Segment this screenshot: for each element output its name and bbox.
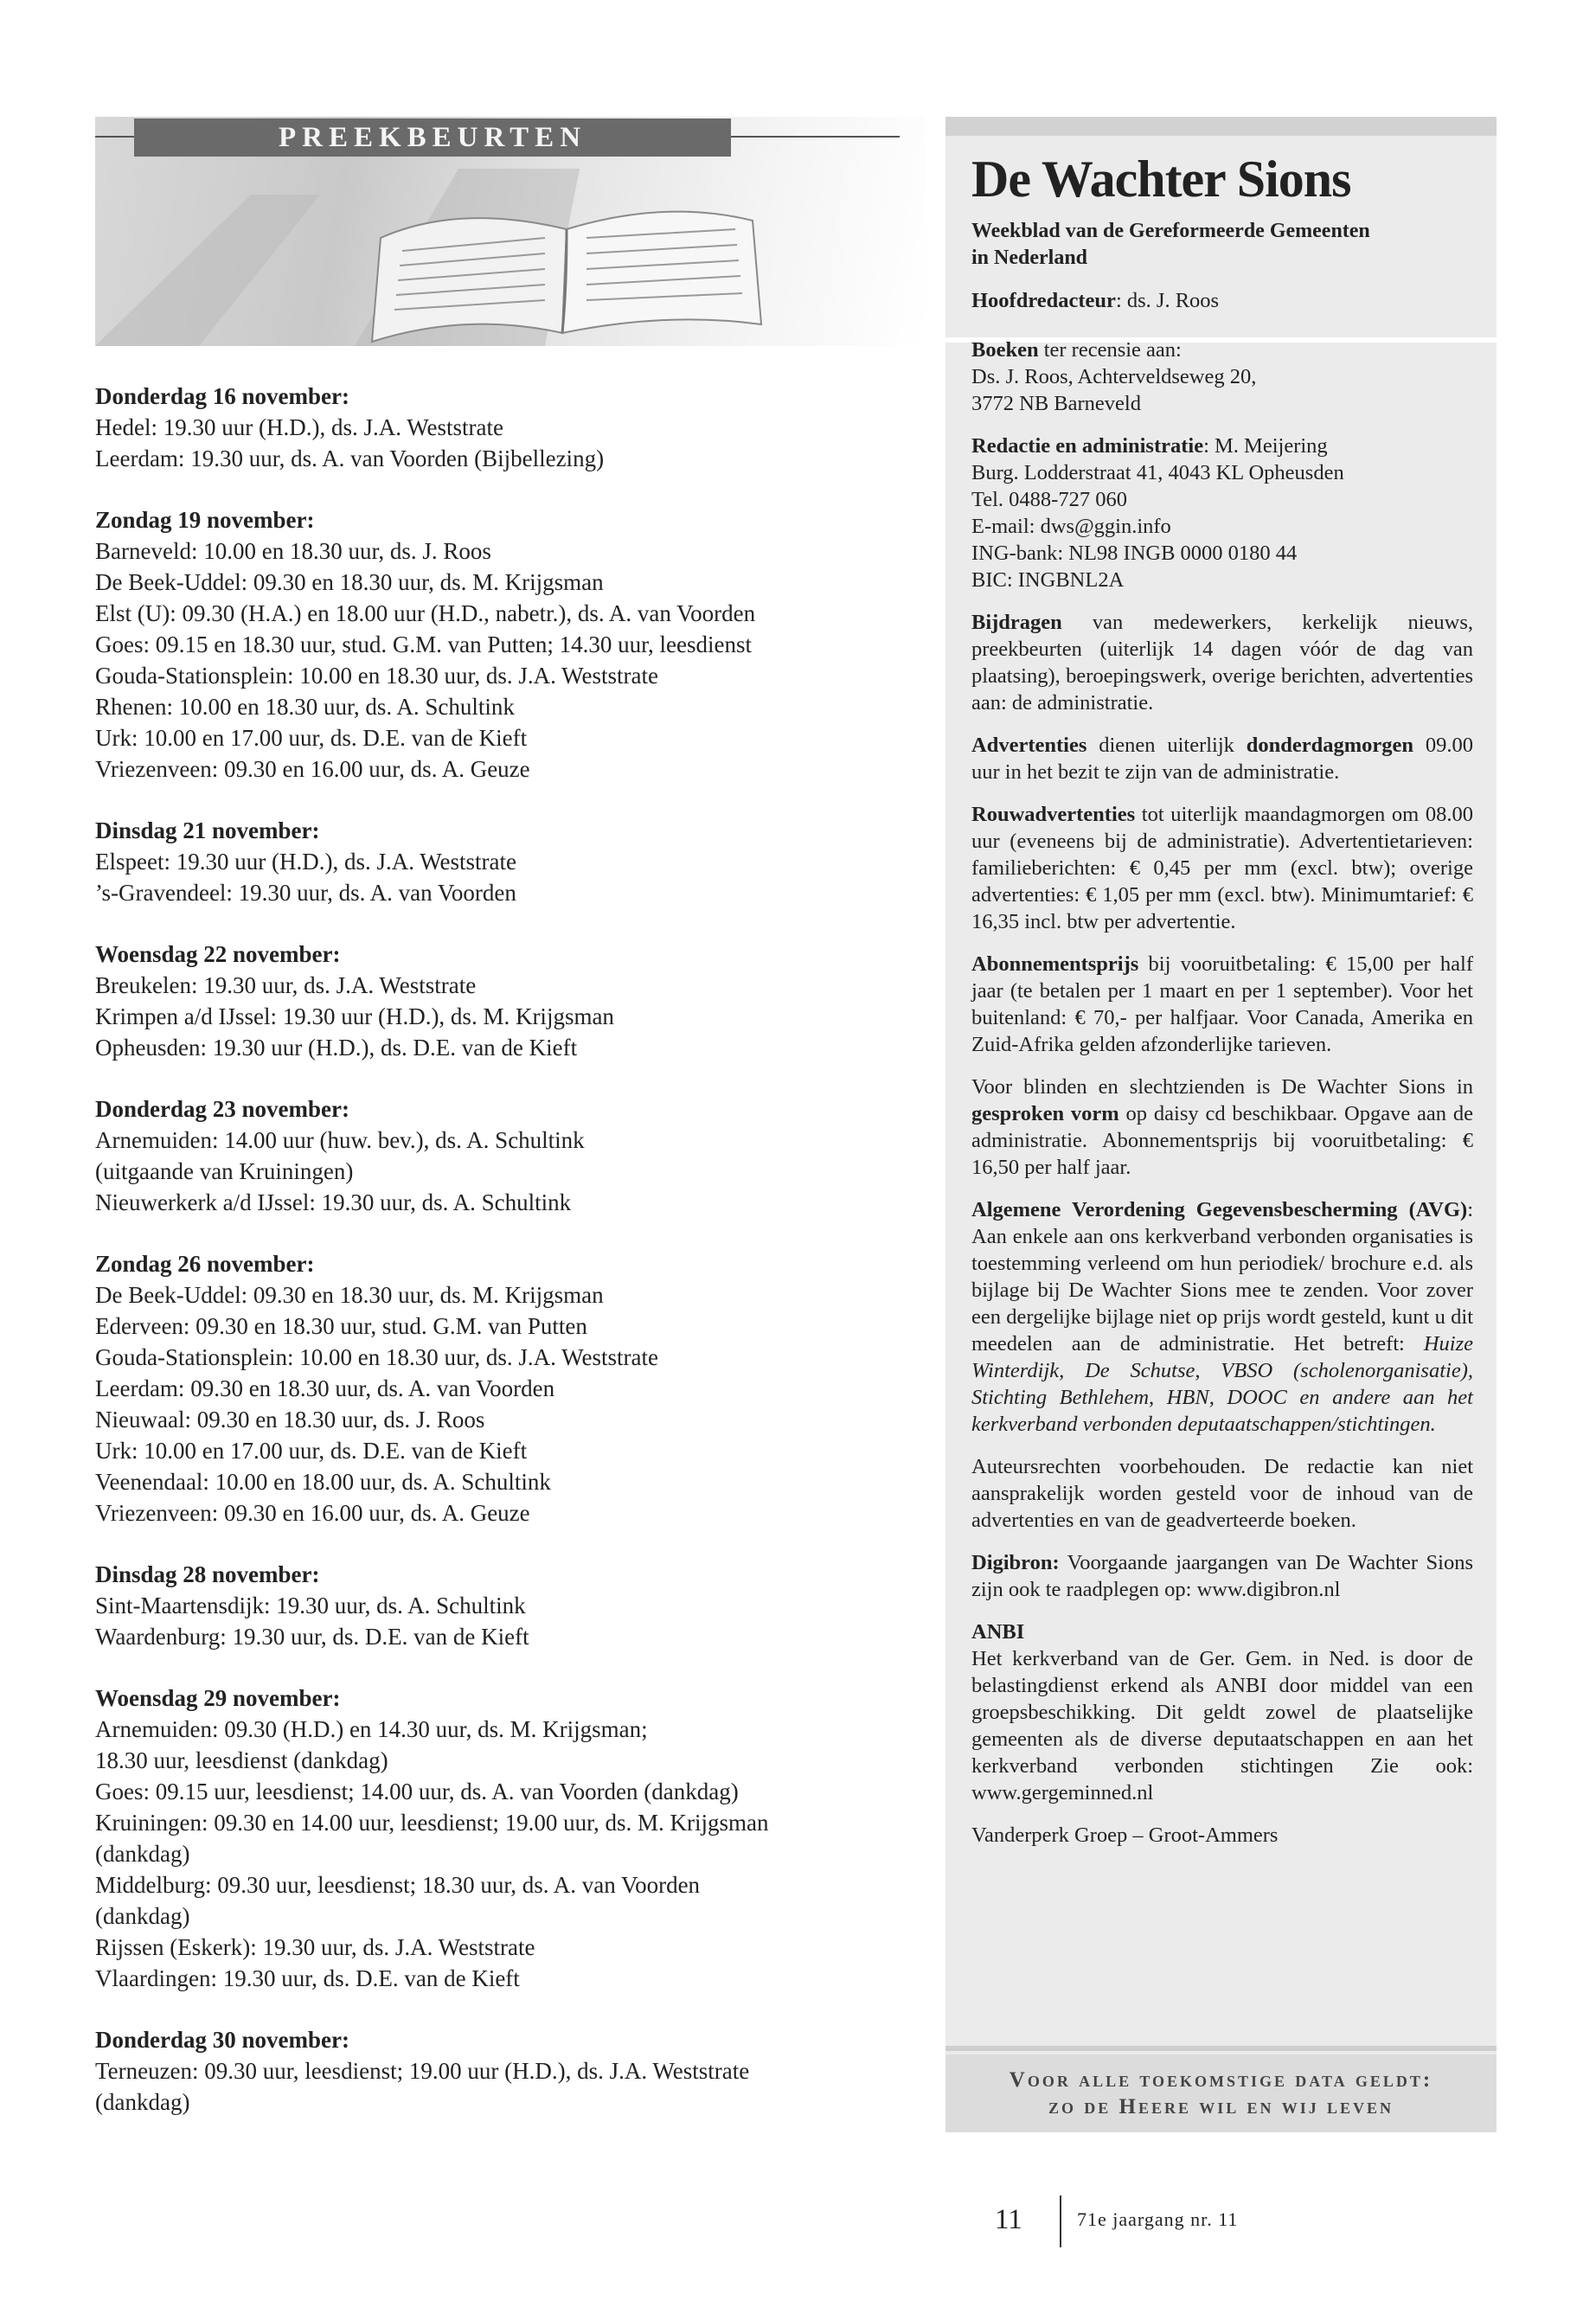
admin-value: : M. Meijering [1203, 434, 1328, 458]
ads-deadline: donderdagmorgen [1246, 734, 1414, 757]
service-entry: (dankdag) [95, 1841, 190, 1867]
admin-info [971, 433, 1473, 593]
blind-text-1: Voor blinden en slechtzienden is De Wachter Sions in [971, 1075, 1473, 1099]
admin-email[interactable]: E-mail: dws@ggin.info [971, 515, 1171, 538]
avg-text: : Aan enkele aan ons kerkverband verbonden organisaties is toestemming verleend om hun periodiek/ brochure e.d. als bijlage bij De Wachter Sions mee te zenden. Voor zover een dergelijke bijlage niet op prijs wordt gesteld, kunt u dit meedelen aan de administratie. Het betreft: [971, 1198, 1473, 1356]
anbi-label: ANBI [971, 1620, 1025, 1644]
avg-label: Algemene Verordening Gegevensbescherming (AVG) [971, 1198, 1468, 1221]
rouw-info [971, 801, 1473, 935]
service-entry: Arnemuiden: 09.30 (H.D.) en 14.30 uur, ds. M. Krijgsman; [95, 1716, 648, 1742]
service-entry: Middelburg: 09.30 uur, leesdienst; 18.30 uur, ds. A. van Voorden [95, 1872, 701, 1898]
editor-label: Hoofdredacteur [971, 289, 1116, 312]
slogan-box [945, 2054, 1497, 2132]
service-entry: Goes: 09.15 uur, leesdienst; 14.00 uur, ds. A. van Voorden (dankdag) [95, 1779, 739, 1804]
subtitle-line-1: Weekblad van de Gereformeerde Gemeenten [971, 220, 1370, 242]
ads-info [971, 732, 1473, 785]
preekbeurten-list [95, 381, 900, 2148]
day-block [95, 1682, 900, 1994]
service-entry: Vlaardingen: 19.30 uur, ds. D.E. van de Kieft [95, 1965, 520, 1991]
page-number: 11 [995, 2204, 1022, 2235]
service-entry: Arnemuiden: 14.00 uur (huw. bev.), ds. A. Schultink [95, 1127, 585, 1153]
subscription-label: Abonnementsprijs [971, 952, 1139, 976]
service-entry: Nieuwerkerk a/d IJssel: 19.30 uur, ds. A. Schultink [95, 1189, 572, 1215]
ads-label: Advertenties [971, 734, 1087, 757]
admin-phone: Tel. 0488-727 060 [971, 488, 1127, 511]
avg-organizations: Huize Winterdijk, De Schutse, VBSO (scholenorganisatie), Stichting Bethlehem, HBN, DOOC en andere aan het kerkverband verbonden deputaatschappen/stichtingen. [971, 1332, 1473, 1436]
service-entry: Leerdam: 19.30 uur, ds. A. van Voorden (Bijbellezing) [95, 445, 605, 471]
service-entry: Goes: 09.15 en 18.30 uur, stud. G.M. van Putten; 14.30 uur, leesdienst [95, 631, 753, 657]
books-info [971, 336, 1473, 417]
anbi-text: Het kerkverband van de Ger. Gem. in Ned. is door de belastingdienst erkend als ANBI door middel van een groepsbeschikking. Dit geldt zowel de plaatselijke gemeenten als de diverse deputaatschappen en aan het kerkverband verbonden stichtingen Zie ook: www.gergeminned.nl [971, 1647, 1473, 1804]
rouw-label: Rouwadvertenties [971, 803, 1136, 826]
day-title: Woensdag 29 november: [95, 1685, 341, 1711]
service-entry: ’s-Gravendeel: 19.30 uur, ds. A. van Voorden [95, 880, 516, 906]
day-title: Woensdag 22 november: [95, 941, 341, 967]
service-entry: Vriezenveen: 09.30 en 16.00 uur, ds. A. Geuze [95, 756, 530, 782]
editor-info [971, 287, 1473, 314]
books-address-1: Ds. J. Roos, Achterveldseweg 20, [971, 365, 1257, 388]
service-entry: Leerdam: 09.30 en 18.30 uur, ds. A. van Voorden [95, 1375, 555, 1401]
books-address-2: 3772 NB Barneveld [971, 392, 1141, 415]
rouw-text: tot uiterlijk maandagmorgen om 08.00 uur (eveneens bij de administratie). Advertentietarieven: familieberichten: € 0,45 per mm (excl. btw); overige advertenties: € 1,05 per mm (excl. btw). Minimumtarief: € 16,35 incl. btw per advertentie. [971, 803, 1473, 933]
admin-label: Redactie en administratie [971, 434, 1204, 458]
day-title: Donderdag 16 november: [95, 383, 349, 409]
subscription-text: bij vooruitbetaling: € 15,00 per half jaar (te betalen per 1 maart en per 1 september). Voor het buitenland: € 70,- per halfjaar. Voor Canada, Amerika en Zuid-Afrika gelden afzonderlijke tarieven. [971, 952, 1473, 1056]
service-entry: De Beek-Uddel: 09.30 en 18.30 uur, ds. M. Krijgsman [95, 569, 604, 595]
service-entry: Breukelen: 19.30 uur, ds. J.A. Weststrate [95, 972, 477, 998]
blind-text-2: op daisy cd beschikbaar. Opgave aan de administratie. Abonnementsprijs bij vooruitbetaling: € 16,50 per half jaar. [971, 1102, 1473, 1179]
digibron-info [971, 1549, 1473, 1603]
slogan-line-1: Voor alle toekomstige data geldt: [1009, 2068, 1433, 2092]
slogan-topline [945, 2046, 1497, 2051]
service-entry: De Beek-Uddel: 09.30 en 18.30 uur, ds. M. Krijgsman [95, 1282, 604, 1308]
admin-bank: ING-bank: NL98 INGB 0000 0180 44 [971, 542, 1298, 565]
masthead-title: De Wachter Sions [971, 151, 1351, 208]
editor-value: : ds. J. Roos [1115, 289, 1220, 312]
service-entry: Terneuzen: 09.30 uur, leesdienst; 19.00 uur (H.D.), ds. J.A. Weststrate [95, 2058, 750, 2084]
service-entry: 18.30 uur, leesdienst (dankdag) [95, 1747, 388, 1773]
admin-bic: BIC: INGBNL2A [971, 568, 1125, 592]
ads-text-1: dienen uiterlijk [1086, 734, 1247, 757]
printer-info: Vanderperk Groep – Groot-Ammers [971, 1823, 1279, 1847]
volume-number: 71e jaargang nr. 11 [1077, 2208, 1239, 2230]
anbi-info [971, 1618, 1473, 1806]
service-entry: Opheusden: 19.30 uur (H.D.), ds. D.E. van de Kieft [95, 1035, 578, 1061]
masthead-subtitle [971, 218, 1473, 272]
day-block [95, 1093, 900, 1218]
service-entry: Barneveld: 10.00 en 18.30 uur, ds. J. Roos [95, 538, 491, 564]
contributions-text: van medewerkers, kerkelijk nieuws, preekbeurten (uiterlijk 14 dagen vóór de dag van plaatsing), beroepingswerk, overige berichten, advertenties aan: de administratie. [971, 611, 1473, 715]
service-entry: Sint-Maartensdijk: 19.30 uur, ds. A. Schultink [95, 1593, 526, 1618]
section-header: PREEKBEURTEN [134, 119, 731, 157]
service-entry: Urk: 10.00 en 17.00 uur, ds. D.E. van de Kieft [95, 725, 528, 751]
avg-info [971, 1196, 1473, 1438]
books-label: Boeken [971, 338, 1039, 362]
service-entry: Nieuwaal: 09.30 en 18.30 uur, ds. J. Roos [95, 1407, 485, 1433]
service-entry: Elspeet: 19.30 uur (H.D.), ds. J.A. Weststrate [95, 849, 517, 875]
day-block [95, 2024, 900, 2118]
service-entry: Vriezenveen: 09.30 en 16.00 uur, ds. A. Geuze [95, 1500, 530, 1526]
service-entry: (dankdag) [95, 2089, 190, 2115]
day-block [95, 939, 900, 1063]
masthead-topbar [945, 117, 1497, 136]
day-block [95, 381, 900, 474]
footer-separator [1060, 2195, 1061, 2247]
copyright-info: Auteursrechten voorbehouden. De redactie kan niet aansprakelijk worden gesteld voor de inhoud van de advertenties en van de geadverteerde boeken. [971, 1455, 1473, 1532]
books-value: ter recensie aan: [1038, 338, 1182, 362]
service-entry: Krimpen a/d IJssel: 19.30 uur (H.D.), ds. M. Krijgsman [95, 1003, 614, 1029]
day-title: Donderdag 30 november: [95, 2027, 349, 2053]
subscription-info [971, 951, 1473, 1058]
blind-info [971, 1074, 1473, 1181]
contributions-info [971, 609, 1473, 716]
service-entry: Urk: 10.00 en 17.00 uur, ds. D.E. van de Kieft [95, 1438, 528, 1464]
digibron-text: Voorgaande jaargangen van De Wachter Sions zijn ook te raadplegen op: www.digibron.nl [971, 1551, 1473, 1601]
day-title: Donderdag 23 november: [95, 1096, 349, 1122]
day-title: Zondag 19 november: [95, 507, 315, 533]
service-entry: Gouda-Stationsplein: 10.00 en 18.30 uur, ds. J.A. Weststrate [95, 663, 658, 689]
slogan-line-2: zo de Heere wil en wij leven [1048, 2095, 1394, 2118]
admin-address: Burg. Lodderstraat 41, 4043 KL Opheusden [971, 461, 1344, 484]
service-entry: Elst (U): 09.30 (H.A.) en 18.00 uur (H.D., nabetr.), ds. A. van Voorden [95, 600, 756, 626]
masthead-content [971, 149, 1473, 1864]
ads-text-3: 09.00 uur in het bezit te zijn van de administratie. [971, 734, 1474, 784]
day-block [95, 815, 900, 908]
service-entry: Ederveen: 09.30 en 18.30 uur, stud. G.M. van Putten [95, 1313, 587, 1339]
day-block [95, 1559, 900, 1652]
service-entry: Rhenen: 10.00 en 18.30 uur, ds. A. Schultink [95, 694, 515, 720]
day-title: Dinsdag 21 november: [95, 817, 320, 843]
day-block [95, 1248, 900, 1529]
day-title: Zondag 26 november: [95, 1251, 315, 1277]
subtitle-line-2: in Nederland [971, 247, 1088, 269]
blind-spoken-form: gesproken vorm [971, 1102, 1119, 1125]
contributions-label: Bijdragen [971, 611, 1062, 634]
day-block [95, 504, 900, 785]
service-entry: (dankdag) [95, 1903, 190, 1929]
service-entry: Kruiningen: 09.30 en 14.00 uur, leesdienst; 19.00 uur, ds. M. Krijgsman [95, 1810, 769, 1836]
service-entry: Veenendaal: 10.00 en 18.00 uur, ds. A. Schultink [95, 1469, 551, 1495]
service-entry: (uitgaande van Kruiningen) [95, 1158, 354, 1184]
digibron-label: Digibron: [971, 1551, 1060, 1574]
service-entry: Gouda-Stationsplein: 10.00 en 18.30 uur, ds. J.A. Weststrate [95, 1344, 658, 1370]
service-entry: Waardenburg: 19.30 uur, ds. D.E. van de Kieft [95, 1624, 529, 1650]
service-entry: Rijssen (Eskerk): 19.30 uur, ds. J.A. Weststrate [95, 1934, 535, 1960]
day-title: Dinsdag 28 november: [95, 1561, 320, 1587]
service-entry: Hedel: 19.30 uur (H.D.), ds. J.A. Weststrate [95, 414, 503, 440]
